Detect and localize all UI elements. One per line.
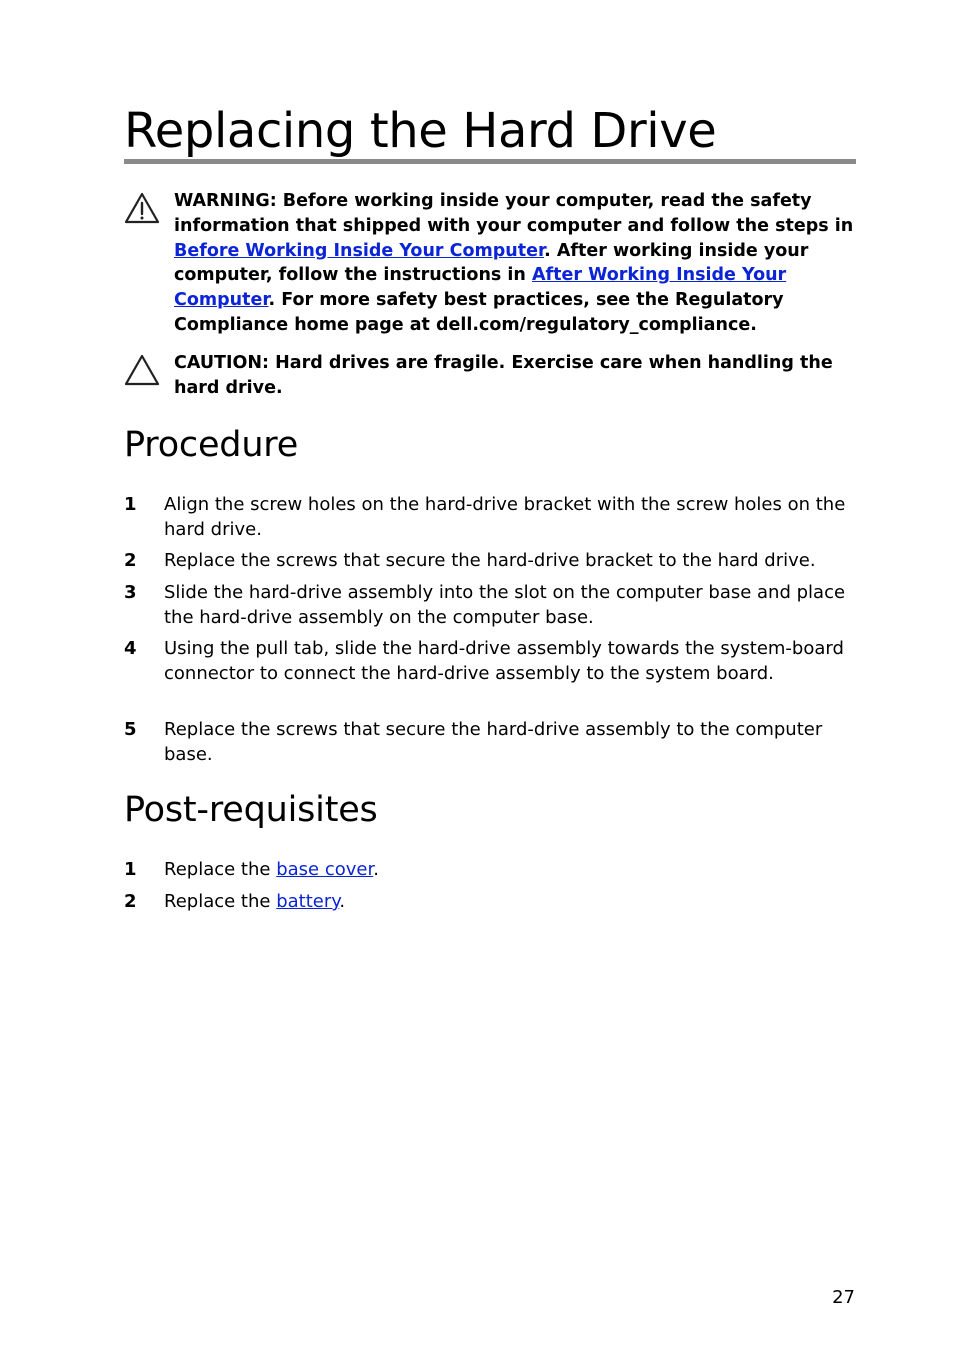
procedure-heading: Procedure [124, 425, 299, 465]
step-number: 2 [124, 550, 137, 571]
step-number: 1 [124, 859, 137, 880]
step-text: Replace the screws that secure the hard-drive assembly to the computer base. [164, 719, 823, 765]
caution-triangle-icon [124, 354, 160, 386]
step-text: Slide the hard-drive assembly into the slot on the computer base and place the hard-drive assembly on the computer base. [164, 582, 846, 628]
warning-triangle-icon [124, 192, 160, 224]
step-text: Replace the screws that secure the hard-drive bracket to the hard drive. [164, 550, 816, 571]
step-number: 5 [124, 719, 137, 740]
after-working-link[interactable]: After Working Inside Your Computer [174, 265, 787, 311]
warning-notice [124, 192, 856, 342]
caution-text: CAUTION: Hard drives are fragile. Exercise care when handling the hard drive. [174, 353, 833, 398]
title-rule [124, 159, 856, 164]
battery-link[interactable]: battery [276, 891, 340, 912]
caution-notice [124, 354, 856, 404]
step-number: 2 [124, 891, 137, 912]
page-title: Replacing the Hard Drive [124, 103, 717, 159]
base-cover-link[interactable]: base cover [276, 859, 374, 880]
step-number: 3 [124, 582, 137, 603]
step-text: Using the pull tab, slide the hard-drive assembly towards the system-board connector to connect the hard-drive assembly to the system board. [164, 638, 844, 684]
page-number: 27 [832, 1287, 855, 1308]
before-working-link[interactable]: Before Working Inside Your Computer [174, 240, 545, 261]
warning-text: WARNING: Before working inside your computer, read the safety information that shipped with your computer and follow the steps in Before Working Inside Your Computer. After working inside your computer, follow the instructions in After Working Inside Your Computer. For more safety best practices, see the Regulatory Compliance home page at dell.com/regulatory_compliance. [174, 191, 854, 335]
step-text: Align the screw holes on the hard-drive bracket with the screw holes on the hard drive. [164, 494, 846, 540]
step-number: 4 [124, 638, 137, 659]
step-text: Replace the base cover. [164, 859, 379, 880]
step-text: Replace the battery. [164, 891, 346, 912]
postrequisites-heading: Post-requisites [124, 790, 378, 830]
step-number: 1 [124, 494, 137, 515]
